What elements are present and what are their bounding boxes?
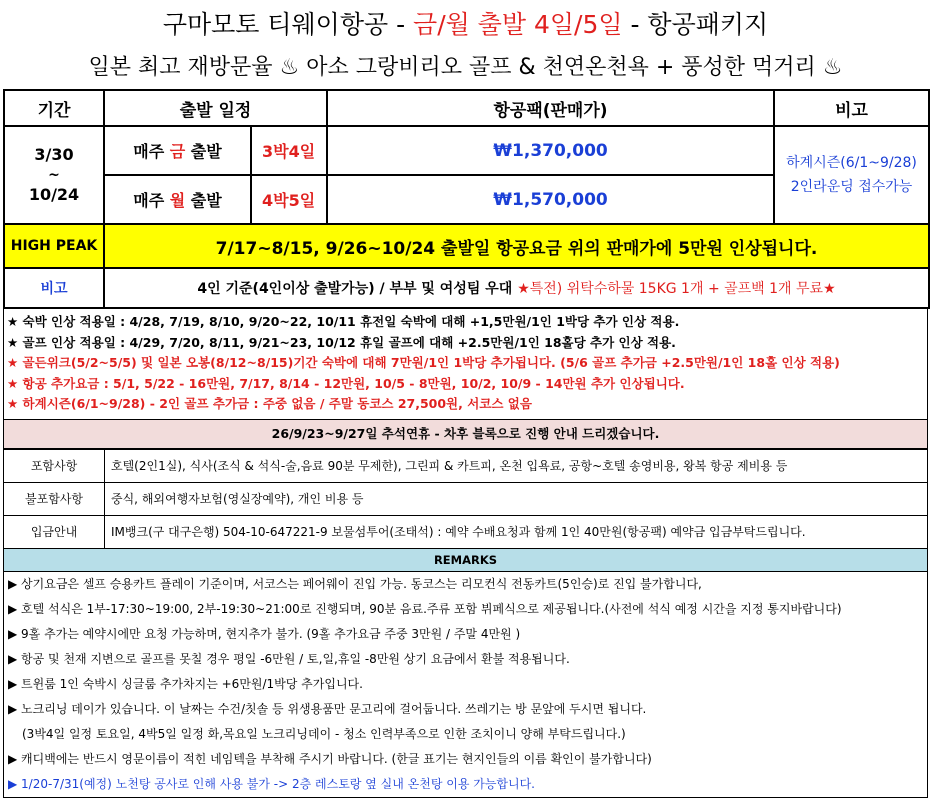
departure-suffix: 출발 [185, 191, 222, 210]
header-note: 비고 [774, 90, 929, 126]
header-departure: 출발 일정 [104, 90, 327, 126]
departure-cell [104, 175, 251, 224]
departure-prefix: 매주 [133, 142, 170, 161]
table-row [4, 515, 928, 548]
nights-cell: 4박5일 [251, 175, 327, 224]
info-label: 포함사항 [4, 449, 105, 482]
title-part2: - 항공패키지 [622, 10, 769, 39]
note-item: ★ 숙박 인상 적용일 : 4/28, 7/19, 8/10, 9/20~22, 10/11 휴전일 숙박에 대해 +1,5만원/1인 1박당 추가 인상 적용. [7, 314, 680, 329]
header-period: 기간 [4, 90, 104, 126]
price-table-header [4, 90, 929, 126]
remark-item: ▶ 트윈룸 1인 숙박시 싱글룸 추가차지는 +6만원/1박당 추가입니다. [8, 676, 363, 691]
note-item: ★ 항공 추가요금 : 5/1, 5/22 - 16만원, 7/17, 8/14 - 12만원, 10/5 - 8만원, 10/2, 10/9 - 14만원 추가 인상됩니다. [7, 375, 685, 391]
period-separator: ~ [48, 167, 60, 183]
high-peak-text: 7/17~8/15, 9/26~10/24 출발일 항공요금 위의 판매가에 5만원 인상됩니다. [104, 224, 929, 268]
remark-item: ▶ 노크리닝 데이가 있습니다. 이 날짜는 수건/칫솔 등 위생용품만 문고리에 걸어둡니다. 쓰레기는 방 문앞에 두시면 됩니다. [8, 701, 647, 716]
page-subtitle: 일본 최고 재방문율 ♨ 아소 그랑비리오 골프 & 천연온천욕 + 풍성한 먹거리 ♨ [88, 55, 843, 80]
period-start: 3/30 [34, 145, 74, 164]
title-highlight: 금/월 출발 4일/5일 [413, 10, 623, 39]
price-table [3, 89, 930, 309]
remark-item: ▶ 1/20-7/31(예정) 노천탕 공사로 인해 사용 불가 -> 2층 레스토랑 옆 실내 온천탕 이용 가능합니다. [8, 776, 535, 791]
info-value: 중식, 해외여행자보험(영실장예약), 개인 비용 등 [105, 482, 928, 515]
note-item: ★ 하계시즌(6/1~9/28) - 2인 골프 추가금 : 주중 없음 / 주말 동코스 27,500원, 서코스 없음 [7, 396, 532, 411]
memo-row [4, 268, 929, 308]
remark-item: ▶ 캐디백에는 반드시 영문이름이 적힌 네임텍을 부착해 주시기 바랍니다. (한글 표기는 현지인들의 이름 확인이 불가합니다) [8, 751, 652, 766]
info-label: 입금안내 [4, 515, 105, 548]
departure-cell [104, 126, 251, 175]
remark-item: ▶ 항공 및 천재 지변으로 골프를 못칠 경우 평일 -6만원 / 토,일,휴일 -8만원 상기 요금에서 환불 적용됩니다. [8, 651, 570, 666]
note-item: ★ 골든위크(5/2~5/5) 및 일본 오봉(8/12~8/15)기간 숙박에 대해 7만원/1인 1박당 추가됩니다. (5/6 골프 추가금 +2.5만원/1인 18홀 인상 적용) [7, 355, 840, 370]
title-part1: 구마모토 티웨이항공 - [162, 10, 414, 39]
notes-list [4, 309, 927, 419]
price-cell: ₩1,370,000 [327, 126, 774, 175]
info-label: 불포함사항 [4, 482, 105, 515]
remark-item: ▶ 9홀 추가는 예약시에만 요청 가능하며, 현지추가 불가. (9홀 추가요금 주중 3만원 / 주말 4만원 ) [8, 626, 521, 641]
surcharge-notes [3, 309, 928, 449]
departure-day: 금 [169, 142, 186, 161]
remarks-section [3, 549, 928, 798]
info-value: IM뱅크(구 대구은행) 504-10-647221-9 보물섬투어(조태석) : 예약 수배요청과 함께 1인 40만원(항공팩) 예약금 입금부탁드립니다. [105, 515, 928, 548]
memo-special: ★특전) 위탁수하물 15KG 1개 + 골프백 1개 무료★ [517, 281, 836, 297]
nights-cell: 3박4일 [251, 126, 327, 175]
note-item: ★ 골프 인상 적용일 : 4/29, 7/20, 8/11, 9/21~23, 10/12 휴일 골프에 대해 +2.5만원/1인 18홀당 추가 인상 적용. [7, 334, 676, 350]
table-row [4, 126, 929, 175]
memo-cell [104, 268, 929, 308]
departure-prefix: 매주 [133, 191, 170, 210]
high-peak-label: HIGH PEAK [4, 224, 104, 268]
remarks-list [4, 571, 927, 797]
remark-item: (3박4일 일정 토요일, 4박5일 일정 화,목요일 노크리닝데이 - 청소 인력부족으로 인한 조치이니 양해 부탁드립니다.) [22, 726, 626, 741]
table-row [4, 449, 928, 482]
remarks-header: REMARKS [4, 549, 927, 571]
remark-item: ▶ 상기요금은 셀프 승용카트 플레이 기준이며, 서코스는 페어웨이 진입 가능. 동코스는 리모컨식 전동카트(5인승)로 진입 불가합니다, [8, 576, 702, 591]
package-document [3, 89, 928, 798]
info-table [3, 449, 928, 549]
departure-suffix: 출발 [185, 142, 222, 161]
departure-day: 월 [169, 191, 186, 210]
remark-item: ▶ 호텔 석식은 1부-17:30~19:00, 2부-19:30~21:00로 진행되며, 90분 음료.주류 포함 뷔페식으로 제공됩니다.(사전에 석식 예정 시간을 지정 통지바랍니다) [8, 601, 842, 616]
page-title [0, 6, 931, 44]
side-note-line1: 하계시즌(6/1~9/28) [786, 155, 917, 171]
side-note-cell [774, 126, 929, 224]
info-value: 호텔(2인1실), 식사(조식 & 석식-술,음료 90분 무제한), 그린피 & 카트피, 온천 입욕료, 공항~호텔 송영비용, 왕복 항공 제비용 등 [105, 449, 928, 482]
memo-label: 비고 [4, 268, 104, 308]
table-row [4, 482, 928, 515]
side-note-line2: 2인라운딩 접수가능 [790, 179, 913, 195]
header-price: 항공팩(판매가) [327, 90, 774, 126]
holiday-notice: 26/9/23~9/27일 추석연휴 - 차후 블록으로 진행 안내 드리겠습니다. [4, 419, 927, 448]
price-cell: ₩1,570,000 [327, 175, 774, 224]
period-cell [4, 126, 104, 224]
memo-text: 4인 기준(4인이상 출발가능) / 부부 및 여성팀 우대 [197, 281, 518, 297]
high-peak-row [4, 224, 929, 268]
period-end: 10/24 [28, 185, 80, 204]
